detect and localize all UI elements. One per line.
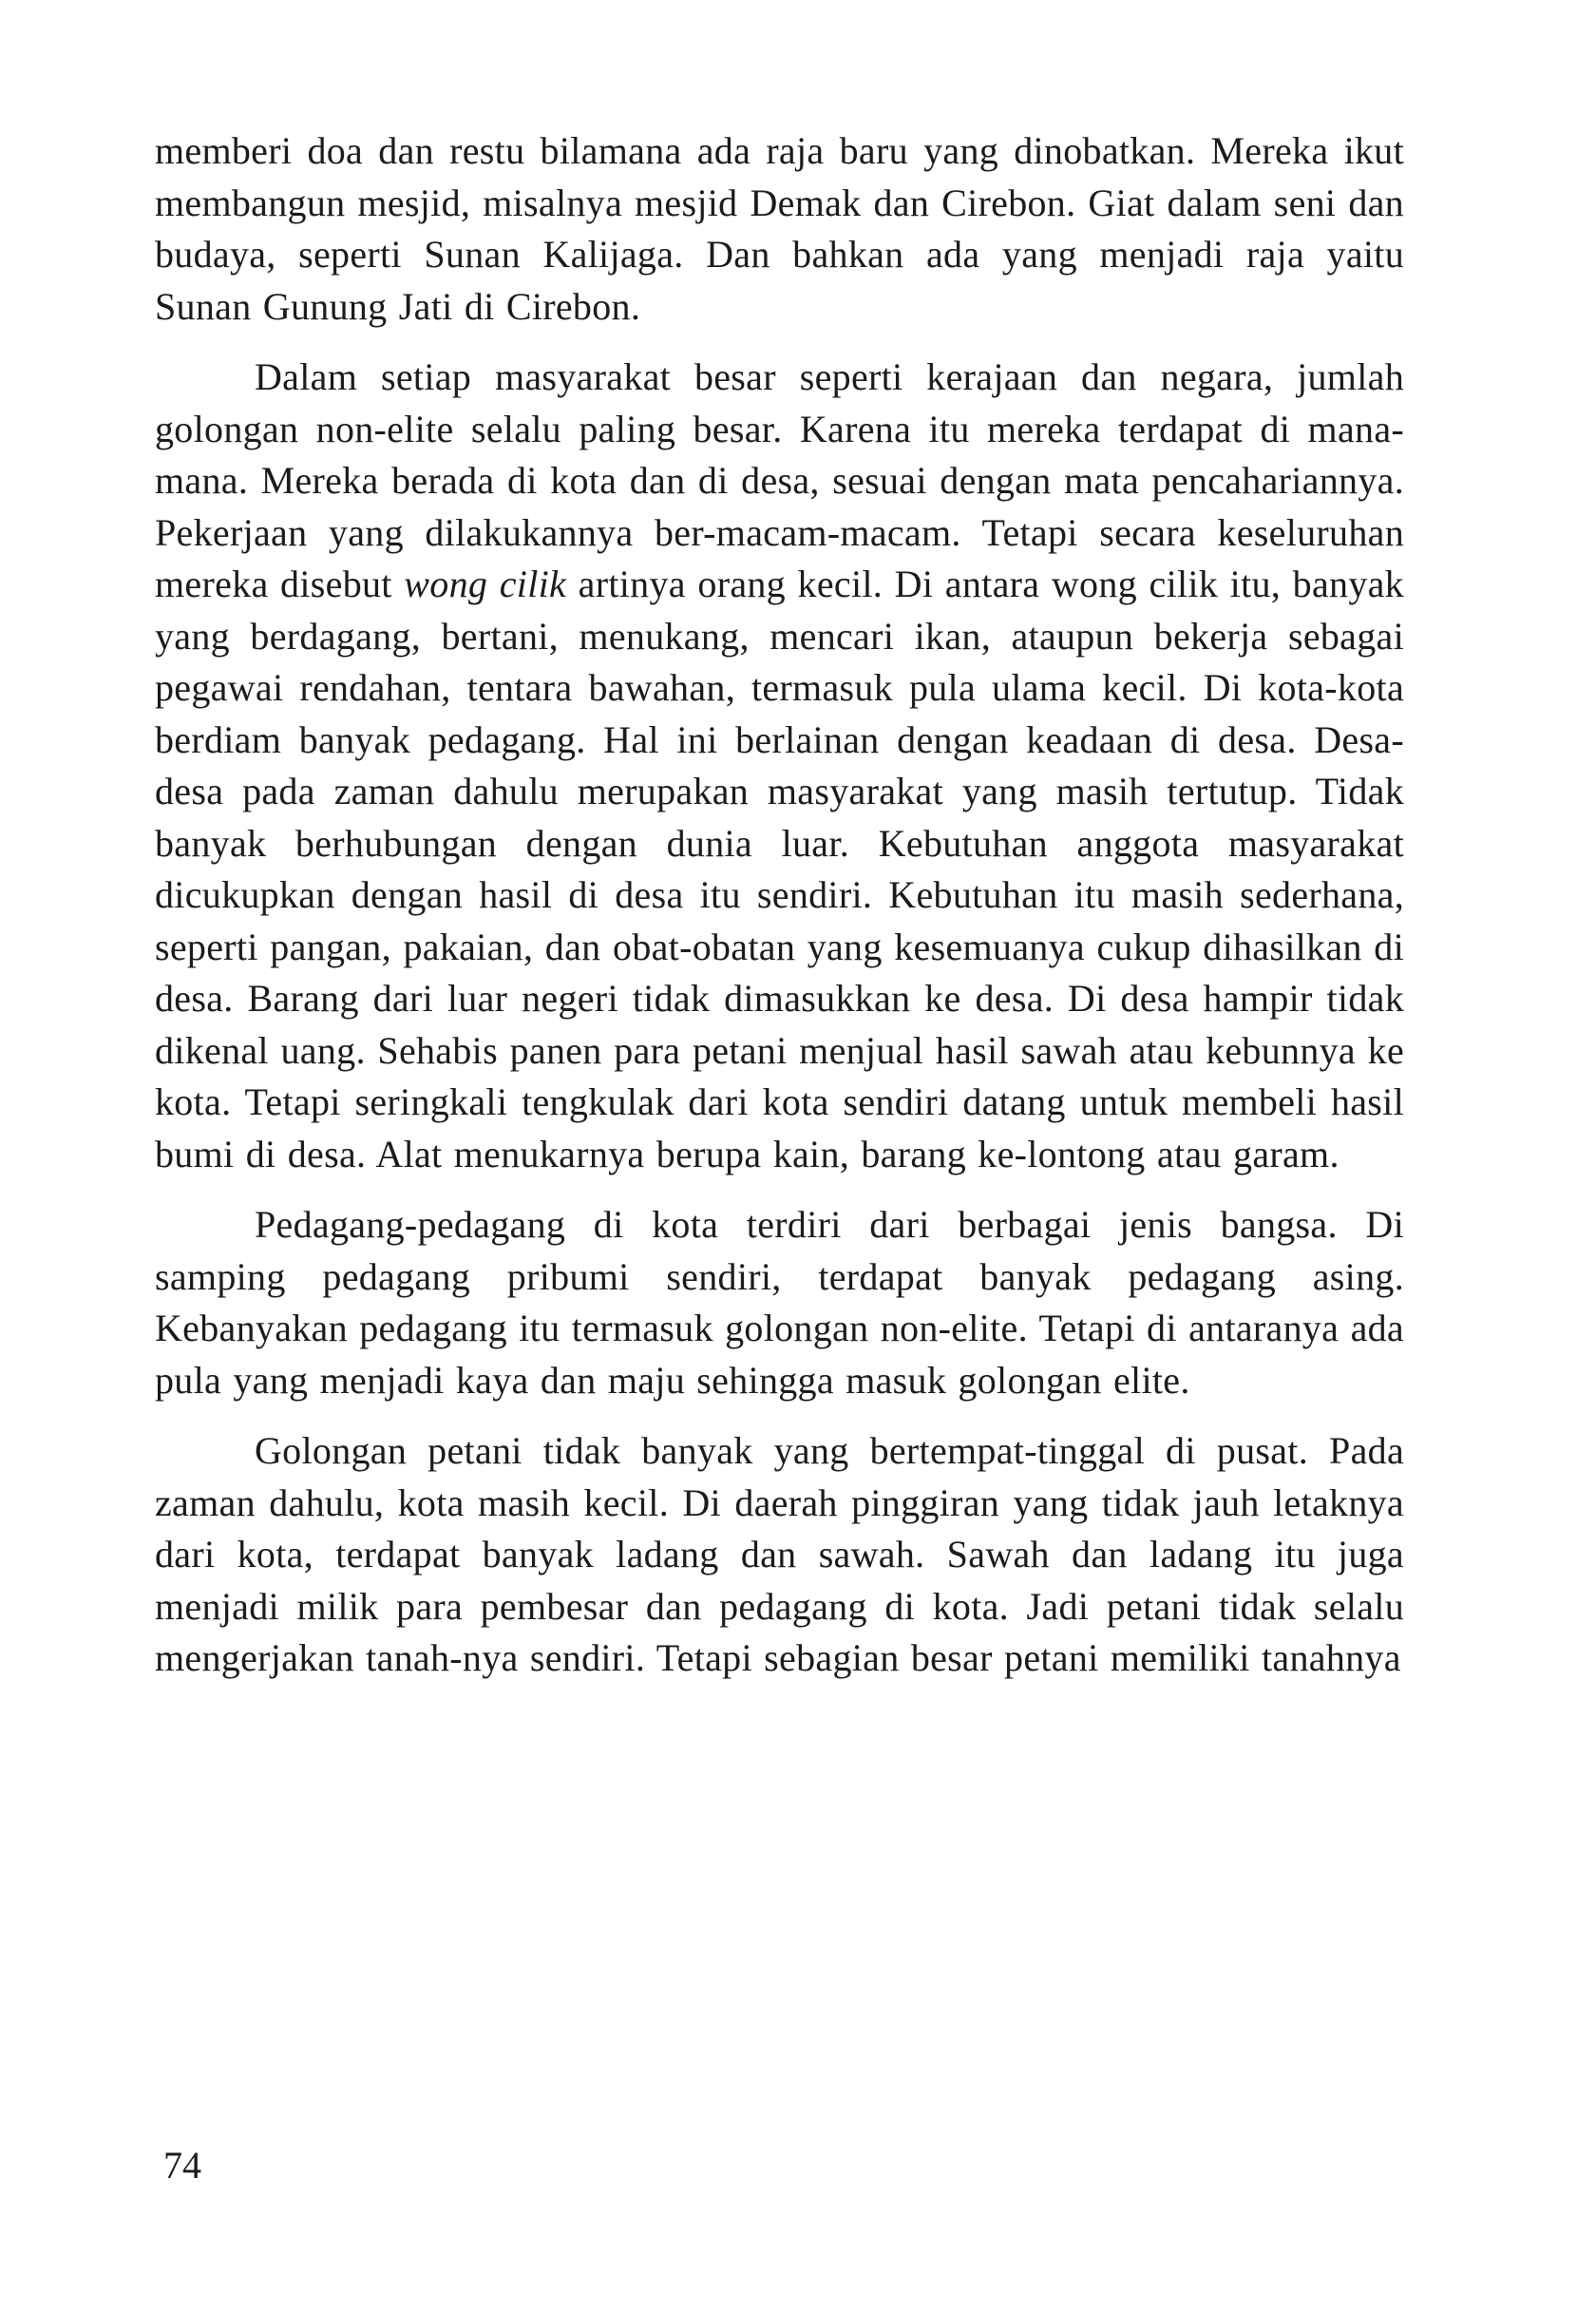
paragraph-2-part-a: Dalam setiap masyarakat besar seperti kerajaan dan negara, jumlah golongan non-elite selalu paling besar. Karena itu mereka terdapat di mana-mana. Mereka berada di kota dan di desa, sesuai dengan mata pencahariannya. Pekerjaan yang dilakukannya ber-macam-macam. Tetapi secara keseluruhan mereka disebut — [155, 355, 1404, 605]
italic-term-wong-cilik: wong cilik — [404, 563, 567, 605]
body-text — [155, 125, 1404, 1685]
paragraph-2-part-b: artinya orang kecil. Di antara wong cilik itu, banyak yang berdagang, bertani, menukang, mencari ikan, ataupun bekerja sebagai pegawai rendahan, tentara bawahan, termasuk pula ulama kecil. Di kota-kota berdiam banyak pedagang. Hal ini berlainan dengan keadaan di desa. Desa-desa pada zaman dahulu merupakan masyarakat yang masih tertutup. Tidak banyak berhubungan dengan dunia luar. Kebutuhan anggota masyarakat dicukupkan dengan hasil di desa itu sendiri. Kebutuhan itu masih sederhana, seperti pangan, pakaian, dan obat-obatan yang kesemuanya cukup dihasilkan di desa. Barang dari luar negeri tidak dimasukkan ke desa. Di desa hampir tidak dikenal uang. Sehabis panen para petani menjual hasil sawah atau kebunnya ke kota. Tetapi seringkali tengkulak dari kota sendiri datang untuk membeli hasil bumi di desa. Alat menukarnya berupa kain, barang ke-lontong atau garam. — [155, 563, 1404, 1175]
paragraph-4: Golongan petani tidak banyak yang bertempat-tinggal di pusat. Pada zaman dahulu, kota masih kecil. Di daerah pinggiran yang tidak jauh letaknya dari kota, terdapat banyak ladang dan sawah. Sawah dan ladang itu juga menjadi milik para pembesar dan pedagang di kota. Jadi petani tidak selalu mengerjakan tanah-nya sendiri. Tetapi sebagian besar petani memiliki tanahnya — [155, 1429, 1404, 1679]
paragraph-2 — [155, 352, 1404, 1180]
paragraph-1: memberi doa dan restu bilamana ada raja baru yang dinobatkan. Mereka ikut membangun mesjid, misalnya mesjid Demak dan Cirebon. Giat dalam seni dan budaya, seperti Sunan Kalijaga. Dan bahkan ada yang menjadi raja yaitu Sunan Gunung Jati di Cirebon. — [155, 129, 1404, 328]
paragraph-3: Pedagang-pedagang di kota terdiri dari berbagai jenis bangsa. Di samping pedagang pribumi sendiri, terdapat banyak pedagang asing. Kebanyakan pedagang itu termasuk golongan non-elite. Tetapi di antaranya ada pula yang menjadi kaya dan maju sehingga masuk golongan elite. — [155, 1203, 1404, 1402]
page-number: 74 — [163, 2144, 201, 2187]
